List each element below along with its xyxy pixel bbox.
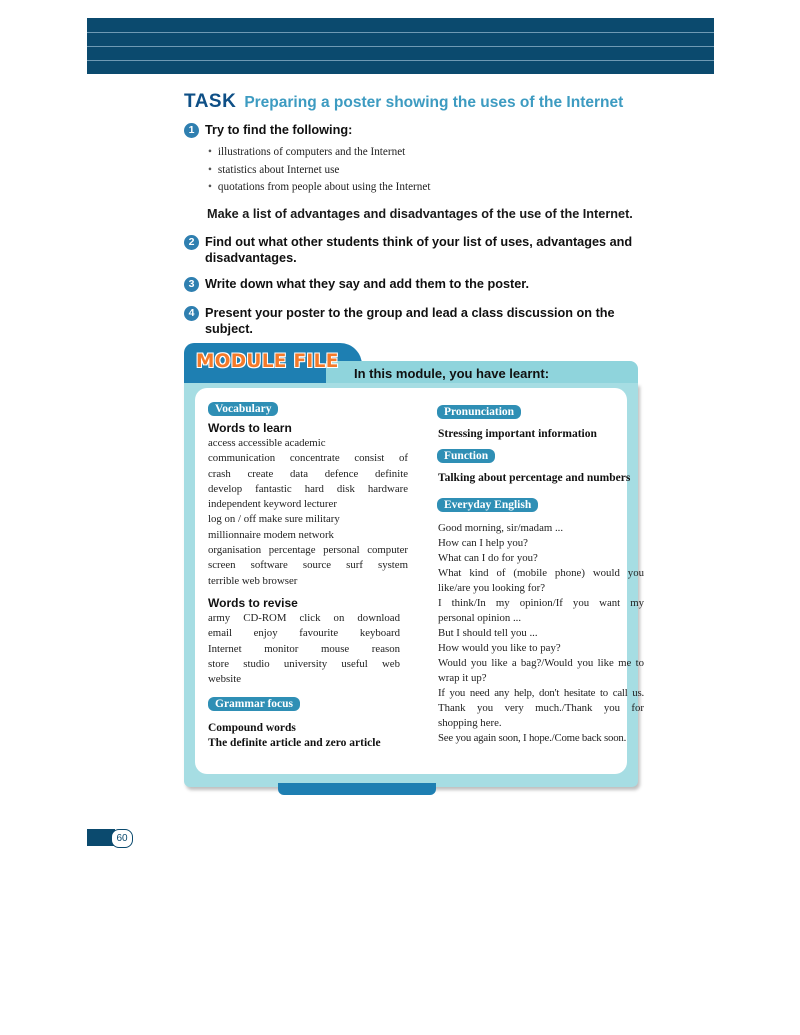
phrase-line: I think/In my opinion/If you want my (438, 597, 644, 609)
grammar-focus-label: Grammar focus (208, 697, 300, 711)
module-file-title: MODULE FILE (196, 351, 339, 372)
phrase-line: like/are you looking for? (438, 582, 546, 594)
word-line: Internet monitor mouse reason (208, 642, 400, 655)
task-keyword: TASK (184, 91, 237, 112)
pronunciation-label: Pronunciation (437, 405, 521, 419)
phrase-line: Would you like a bag?/Would you like me to (438, 657, 644, 669)
step-text: Find out what other students think of your list of uses, advantages and disadvantages. (205, 235, 633, 265)
phrase-line: shopping here. (438, 717, 502, 729)
module-file-subtitle: In this module, you have learnt: (354, 366, 550, 381)
phrase-line: See you again soon, I hope./Come back soon. (438, 732, 627, 744)
bullet-item: • illustrations of computers and the Internet (208, 146, 406, 158)
function-text: Talking about percentage and numbers (438, 472, 631, 484)
step-number-badge: 2 (184, 235, 199, 250)
word-line: crash create data defence definite (208, 467, 408, 480)
bullet-item: • statistics about Internet use (208, 163, 340, 176)
phrase-line: personal opinion ... (438, 612, 522, 624)
word-line: develop fantastic hard disk hardware (208, 482, 408, 495)
task-step-1 (184, 122, 660, 138)
word-line: email enjoy favourite keyboard (208, 627, 400, 640)
everyday-english-label: Everyday English (437, 498, 538, 512)
function-label: Function (437, 449, 495, 463)
grammar-item: Compound words (208, 722, 296, 734)
step-number-badge: 1 (184, 123, 199, 138)
step-text: Present your poster to the group and lead a class discussion on the subject. (205, 306, 615, 336)
phrase-line: If you need any help, don't hesitate to call us. (438, 687, 644, 699)
vocabulary-label: Vocabulary (208, 402, 278, 416)
task-title (184, 91, 623, 113)
word-line: website (208, 673, 241, 686)
phrase-line: Good morning, sir/madam ... (438, 522, 564, 534)
task-heading: Preparing a poster showing the uses of the Internet (244, 94, 624, 111)
header-band (87, 18, 714, 74)
word-line: screen software source surf system (208, 559, 408, 572)
words-to-learn-heading: Words to learn (208, 421, 292, 435)
phrase-line: What kind of (mobile phone) would you (438, 567, 644, 579)
bullet-list (208, 146, 430, 199)
phrase-line: Thank you very much./Thank you for (438, 702, 644, 714)
phrase-line: How can I help you? (438, 537, 528, 549)
phrase-line: wrap it up? (438, 672, 487, 684)
page-number: 60 (111, 829, 133, 848)
words-to-revise-heading: Words to revise (208, 596, 298, 610)
task-step-2 (184, 234, 660, 266)
words-to-learn-list (208, 436, 408, 589)
words-to-revise-list (208, 611, 400, 687)
module-file-bottom-tab (278, 783, 436, 795)
word-line: terrible web browser (208, 574, 298, 587)
task-step-4 (184, 305, 660, 337)
grammar-item: The definite article and zero article (208, 737, 381, 749)
step-number-badge: 3 (184, 277, 199, 292)
grammar-items (208, 721, 381, 751)
everyday-english-list (438, 521, 644, 746)
task-step-3 (184, 276, 660, 292)
phrase-line: What can I do for you? (438, 552, 538, 564)
pronunciation-text: Stressing important information (438, 428, 597, 440)
word-line: communication concentrate consist of (208, 452, 408, 465)
word-line: millionnaire modem network (208, 528, 334, 541)
word-line: army CD-ROM click on download (208, 612, 400, 624)
phrase-line: How would you like to pay? (438, 642, 561, 654)
step-text: Try to find the following: (205, 123, 353, 137)
step-text: Write down what they say and add them to the poster. (205, 277, 530, 291)
phrase-line: But I should tell you ... (438, 627, 538, 639)
bullet-item: • quotations from people about using the Internet (208, 181, 431, 193)
word-line: log on / off make sure military (208, 513, 340, 526)
word-line: store studio university useful web (208, 657, 400, 670)
step-number-badge: 4 (184, 306, 199, 321)
word-line: independent keyword lecturer (208, 498, 337, 511)
word-line: organisation percentage personal computer (208, 544, 408, 557)
make-list-instruction: Make a list of advantages and disadvantages of the use of the Internet. (207, 207, 633, 221)
word-line: access accessible academic (208, 437, 326, 449)
